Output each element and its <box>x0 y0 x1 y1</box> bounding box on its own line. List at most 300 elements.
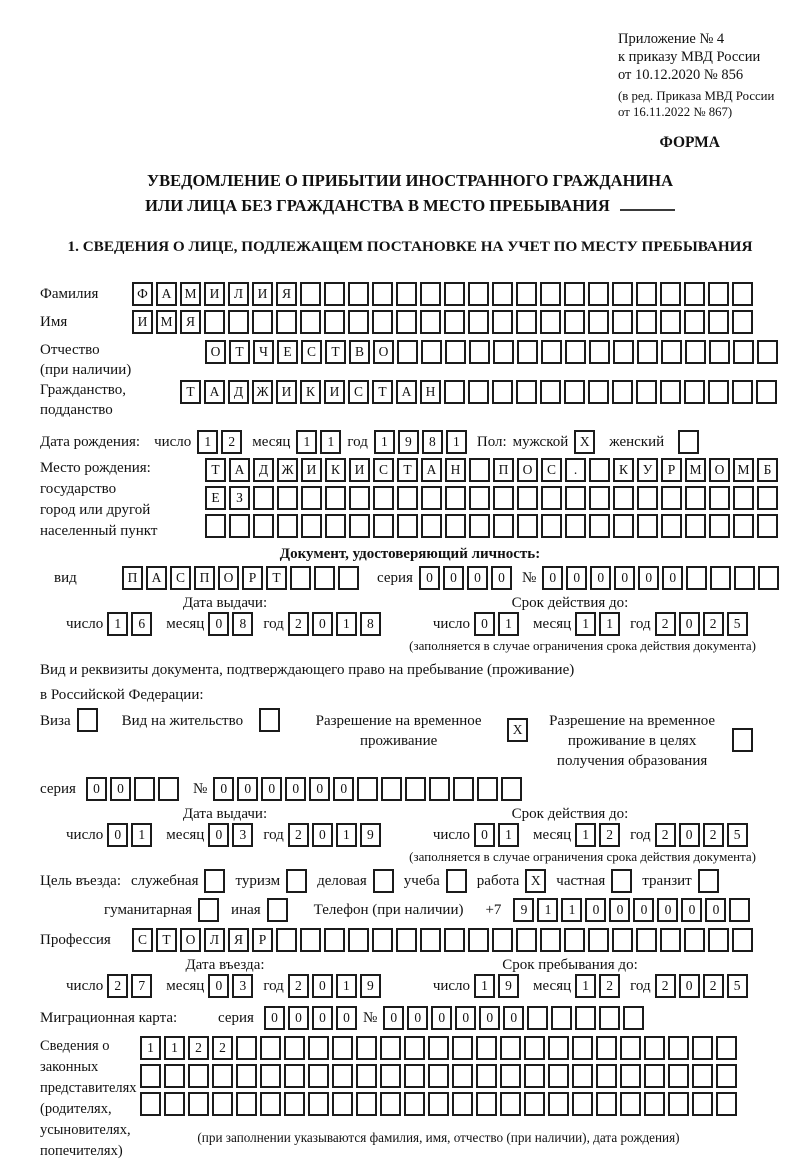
char-box[interactable]: 0 <box>333 777 354 801</box>
char-box[interactable] <box>612 380 633 404</box>
purpose-transit-checkbox[interactable] <box>698 869 719 893</box>
char-box[interactable]: 2 <box>655 612 676 636</box>
char-box[interactable]: З <box>229 486 250 510</box>
char-box[interactable] <box>757 514 778 538</box>
char-box[interactable] <box>540 310 561 334</box>
char-box[interactable]: О <box>517 458 538 482</box>
char-box[interactable] <box>372 310 393 334</box>
char-box[interactable] <box>637 514 658 538</box>
char-box[interactable]: 0 <box>491 566 512 590</box>
char-box[interactable] <box>599 1006 620 1030</box>
char-box[interactable]: 8 <box>360 612 381 636</box>
char-box[interactable] <box>588 310 609 334</box>
char-box[interactable] <box>140 1064 161 1088</box>
char-box[interactable]: Т <box>266 566 287 590</box>
char-box[interactable] <box>260 1092 281 1116</box>
char-box[interactable]: 2 <box>703 823 724 847</box>
char-box[interactable] <box>716 1092 737 1116</box>
char-box[interactable]: К <box>300 380 321 404</box>
temp-residence-education-checkbox[interactable] <box>732 728 753 752</box>
char-box[interactable] <box>301 514 322 538</box>
char-box[interactable] <box>636 282 657 306</box>
char-box[interactable]: 5 <box>727 974 748 998</box>
char-box[interactable]: Р <box>252 928 273 952</box>
char-box[interactable] <box>644 1092 665 1116</box>
char-box[interactable] <box>644 1036 665 1060</box>
char-box[interactable] <box>134 777 155 801</box>
char-box[interactable]: 0 <box>336 1006 357 1030</box>
char-box[interactable] <box>404 1036 425 1060</box>
char-box[interactable] <box>357 777 378 801</box>
char-box[interactable] <box>709 340 730 364</box>
char-box[interactable]: 2 <box>288 974 309 998</box>
char-box[interactable] <box>548 1036 569 1060</box>
char-box[interactable] <box>516 928 537 952</box>
char-box[interactable]: . <box>565 458 586 482</box>
char-box[interactable] <box>444 380 465 404</box>
char-box[interactable]: 0 <box>288 1006 309 1030</box>
char-box[interactable]: 0 <box>614 566 635 590</box>
char-box[interactable] <box>324 310 345 334</box>
char-box[interactable]: И <box>252 282 273 306</box>
char-box[interactable] <box>732 380 753 404</box>
char-box[interactable]: 2 <box>655 974 676 998</box>
char-box[interactable]: 2 <box>599 823 620 847</box>
char-box[interactable]: 1 <box>296 430 317 454</box>
char-box[interactable] <box>212 1092 233 1116</box>
char-box[interactable] <box>452 1064 473 1088</box>
char-box[interactable]: 0 <box>681 898 702 922</box>
char-box[interactable]: 1 <box>498 823 519 847</box>
char-box[interactable]: И <box>324 380 345 404</box>
char-box[interactable] <box>396 310 417 334</box>
char-box[interactable] <box>734 566 755 590</box>
char-box[interactable] <box>492 310 513 334</box>
char-box[interactable] <box>445 514 466 538</box>
char-box[interactable] <box>421 486 442 510</box>
char-box[interactable] <box>492 282 513 306</box>
char-box[interactable]: 0 <box>633 898 654 922</box>
char-box[interactable] <box>188 1092 209 1116</box>
char-box[interactable]: 1 <box>561 898 582 922</box>
char-box[interactable] <box>517 340 538 364</box>
char-box[interactable] <box>620 1036 641 1060</box>
char-box[interactable] <box>660 380 681 404</box>
char-box[interactable] <box>228 310 249 334</box>
char-box[interactable]: П <box>493 458 514 482</box>
char-box[interactable] <box>732 282 753 306</box>
char-box[interactable]: 0 <box>542 566 563 590</box>
char-box[interactable]: 8 <box>232 612 253 636</box>
char-box[interactable] <box>260 1036 281 1060</box>
char-box[interactable] <box>468 928 489 952</box>
char-box[interactable]: 8 <box>422 430 443 454</box>
char-box[interactable]: Т <box>372 380 393 404</box>
char-box[interactable] <box>620 1092 641 1116</box>
char-box[interactable] <box>284 1064 305 1088</box>
char-box[interactable] <box>684 310 705 334</box>
char-box[interactable] <box>613 486 634 510</box>
char-box[interactable] <box>205 514 226 538</box>
purpose-official-checkbox[interactable] <box>204 869 225 893</box>
char-box[interactable]: О <box>205 340 226 364</box>
char-box[interactable]: Д <box>228 380 249 404</box>
char-box[interactable]: 0 <box>86 777 107 801</box>
char-box[interactable]: 1 <box>131 823 152 847</box>
char-box[interactable] <box>404 1092 425 1116</box>
char-box[interactable] <box>421 514 442 538</box>
char-box[interactable] <box>524 1064 545 1088</box>
char-box[interactable]: 0 <box>261 777 282 801</box>
char-box[interactable] <box>660 928 681 952</box>
char-box[interactable]: С <box>348 380 369 404</box>
char-box[interactable]: Б <box>757 458 778 482</box>
char-box[interactable] <box>684 282 705 306</box>
char-box[interactable] <box>733 514 754 538</box>
char-box[interactable] <box>540 380 561 404</box>
char-box[interactable] <box>420 310 441 334</box>
char-box[interactable] <box>709 514 730 538</box>
char-box[interactable] <box>158 777 179 801</box>
char-box[interactable] <box>644 1064 665 1088</box>
char-box[interactable] <box>397 486 418 510</box>
char-box[interactable] <box>588 928 609 952</box>
char-box[interactable] <box>596 1092 617 1116</box>
char-box[interactable] <box>589 514 610 538</box>
char-box[interactable] <box>517 486 538 510</box>
char-box[interactable] <box>493 514 514 538</box>
char-box[interactable]: 0 <box>662 566 683 590</box>
char-box[interactable] <box>517 514 538 538</box>
char-box[interactable]: 0 <box>383 1006 404 1030</box>
char-box[interactable] <box>492 380 513 404</box>
char-box[interactable]: 1 <box>599 612 620 636</box>
char-box[interactable] <box>589 458 610 482</box>
char-box[interactable]: 0 <box>590 566 611 590</box>
char-box[interactable] <box>500 1064 521 1088</box>
char-box[interactable] <box>684 928 705 952</box>
char-box[interactable]: Н <box>445 458 466 482</box>
char-box[interactable]: 1 <box>140 1036 161 1060</box>
char-box[interactable] <box>660 310 681 334</box>
char-box[interactable] <box>444 310 465 334</box>
char-box[interactable] <box>685 486 706 510</box>
char-box[interactable] <box>429 777 450 801</box>
char-box[interactable] <box>493 340 514 364</box>
char-box[interactable] <box>314 566 335 590</box>
char-box[interactable]: П <box>194 566 215 590</box>
char-box[interactable]: Т <box>156 928 177 952</box>
char-box[interactable] <box>733 340 754 364</box>
char-box[interactable]: 2 <box>107 974 128 998</box>
char-box[interactable] <box>540 282 561 306</box>
char-box[interactable] <box>381 777 402 801</box>
char-box[interactable]: 9 <box>498 974 519 998</box>
char-box[interactable]: А <box>156 282 177 306</box>
char-box[interactable] <box>428 1064 449 1088</box>
char-box[interactable] <box>164 1092 185 1116</box>
char-box[interactable] <box>308 1064 329 1088</box>
char-box[interactable] <box>732 310 753 334</box>
char-box[interactable]: М <box>156 310 177 334</box>
char-box[interactable]: 2 <box>703 974 724 998</box>
char-box[interactable] <box>284 1036 305 1060</box>
char-box[interactable]: 1 <box>107 612 128 636</box>
char-box[interactable] <box>516 310 537 334</box>
char-box[interactable] <box>527 1006 548 1030</box>
char-box[interactable] <box>493 486 514 510</box>
char-box[interactable] <box>668 1092 689 1116</box>
char-box[interactable]: 0 <box>431 1006 452 1030</box>
char-box[interactable] <box>373 486 394 510</box>
char-box[interactable] <box>716 1064 737 1088</box>
char-box[interactable] <box>588 282 609 306</box>
char-box[interactable]: 1 <box>575 823 596 847</box>
char-box[interactable]: 0 <box>679 612 700 636</box>
char-box[interactable] <box>164 1064 185 1088</box>
char-box[interactable] <box>300 928 321 952</box>
char-box[interactable] <box>516 380 537 404</box>
char-box[interactable]: 2 <box>221 430 242 454</box>
char-box[interactable]: 1 <box>374 430 395 454</box>
char-box[interactable] <box>572 1064 593 1088</box>
char-box[interactable]: 2 <box>288 823 309 847</box>
char-box[interactable] <box>708 310 729 334</box>
char-box[interactable]: 1 <box>474 974 495 998</box>
char-box[interactable]: И <box>132 310 153 334</box>
char-box[interactable] <box>501 777 522 801</box>
char-box[interactable] <box>324 928 345 952</box>
char-box[interactable] <box>661 514 682 538</box>
char-box[interactable]: 0 <box>208 823 229 847</box>
char-box[interactable]: 1 <box>336 974 357 998</box>
char-box[interactable] <box>685 340 706 364</box>
char-box[interactable]: 0 <box>585 898 606 922</box>
char-box[interactable]: 9 <box>513 898 534 922</box>
char-box[interactable]: 0 <box>309 777 330 801</box>
char-box[interactable] <box>229 514 250 538</box>
char-box[interactable]: Т <box>205 458 226 482</box>
purpose-other-checkbox[interactable] <box>267 898 288 922</box>
gender-male-checkbox[interactable]: X <box>574 430 595 454</box>
char-box[interactable]: 0 <box>566 566 587 590</box>
char-box[interactable]: 0 <box>208 974 229 998</box>
char-box[interactable]: В <box>349 340 370 364</box>
char-box[interactable] <box>356 1064 377 1088</box>
char-box[interactable]: 0 <box>208 612 229 636</box>
char-box[interactable]: У <box>637 458 658 482</box>
char-box[interactable] <box>421 340 442 364</box>
char-box[interactable]: К <box>325 458 346 482</box>
char-box[interactable] <box>636 928 657 952</box>
char-box[interactable] <box>444 282 465 306</box>
char-box[interactable] <box>308 1036 329 1060</box>
char-box[interactable]: 5 <box>727 612 748 636</box>
char-box[interactable] <box>397 514 418 538</box>
char-box[interactable] <box>373 514 394 538</box>
char-box[interactable] <box>565 514 586 538</box>
char-box[interactable]: С <box>170 566 191 590</box>
char-box[interactable] <box>589 486 610 510</box>
char-box[interactable] <box>405 777 426 801</box>
char-box[interactable] <box>757 340 778 364</box>
char-box[interactable] <box>349 486 370 510</box>
char-box[interactable] <box>476 1092 497 1116</box>
char-box[interactable]: 1 <box>336 612 357 636</box>
char-box[interactable] <box>212 1064 233 1088</box>
char-box[interactable]: 0 <box>312 974 333 998</box>
char-box[interactable] <box>204 310 225 334</box>
char-box[interactable] <box>468 282 489 306</box>
char-box[interactable] <box>733 486 754 510</box>
char-box[interactable] <box>692 1092 713 1116</box>
char-box[interactable] <box>613 514 634 538</box>
char-box[interactable] <box>660 282 681 306</box>
char-box[interactable] <box>551 1006 572 1030</box>
char-box[interactable]: 2 <box>188 1036 209 1060</box>
char-box[interactable] <box>668 1064 689 1088</box>
char-box[interactable] <box>540 928 561 952</box>
char-box[interactable] <box>404 1064 425 1088</box>
char-box[interactable]: Ж <box>252 380 273 404</box>
char-box[interactable] <box>612 928 633 952</box>
char-box[interactable] <box>372 282 393 306</box>
char-box[interactable] <box>300 282 321 306</box>
char-box[interactable] <box>396 928 417 952</box>
char-box[interactable]: 0 <box>679 974 700 998</box>
char-box[interactable]: Ч <box>253 340 274 364</box>
char-box[interactable] <box>541 514 562 538</box>
char-box[interactable] <box>668 1036 689 1060</box>
char-box[interactable] <box>492 928 513 952</box>
char-box[interactable]: 0 <box>312 1006 333 1030</box>
char-box[interactable]: 0 <box>679 823 700 847</box>
char-box[interactable]: 1 <box>537 898 558 922</box>
char-box[interactable] <box>708 282 729 306</box>
char-box[interactable]: 2 <box>599 974 620 998</box>
char-box[interactable] <box>348 928 369 952</box>
char-box[interactable] <box>524 1092 545 1116</box>
char-box[interactable] <box>637 340 658 364</box>
char-box[interactable]: 0 <box>237 777 258 801</box>
char-box[interactable] <box>380 1064 401 1088</box>
char-box[interactable] <box>468 310 489 334</box>
char-box[interactable]: 0 <box>312 612 333 636</box>
char-box[interactable] <box>637 486 658 510</box>
char-box[interactable] <box>623 1006 644 1030</box>
char-box[interactable] <box>469 458 490 482</box>
char-box[interactable]: М <box>180 282 201 306</box>
char-box[interactable]: 2 <box>288 612 309 636</box>
char-box[interactable] <box>661 486 682 510</box>
char-box[interactable]: О <box>709 458 730 482</box>
char-box[interactable] <box>564 282 585 306</box>
char-box[interactable]: А <box>229 458 250 482</box>
char-box[interactable]: 5 <box>727 823 748 847</box>
char-box[interactable] <box>685 514 706 538</box>
char-box[interactable]: С <box>132 928 153 952</box>
purpose-tourism-checkbox[interactable] <box>286 869 307 893</box>
char-box[interactable] <box>692 1064 713 1088</box>
char-box[interactable]: С <box>373 458 394 482</box>
char-box[interactable]: И <box>204 282 225 306</box>
char-box[interactable] <box>756 380 777 404</box>
char-box[interactable]: П <box>122 566 143 590</box>
char-box[interactable]: 0 <box>213 777 234 801</box>
char-box[interactable] <box>686 566 707 590</box>
char-box[interactable]: Ф <box>132 282 153 306</box>
char-box[interactable] <box>572 1092 593 1116</box>
char-box[interactable]: 1 <box>575 612 596 636</box>
char-box[interactable] <box>469 486 490 510</box>
char-box[interactable] <box>516 282 537 306</box>
char-box[interactable] <box>452 1036 473 1060</box>
char-box[interactable] <box>452 1092 473 1116</box>
char-box[interactable]: 0 <box>705 898 726 922</box>
char-box[interactable] <box>140 1092 161 1116</box>
char-box[interactable]: Т <box>397 458 418 482</box>
char-box[interactable] <box>716 1036 737 1060</box>
char-box[interactable] <box>612 310 633 334</box>
char-box[interactable] <box>564 928 585 952</box>
char-box[interactable]: М <box>685 458 706 482</box>
char-box[interactable] <box>372 928 393 952</box>
char-box[interactable] <box>420 282 441 306</box>
char-box[interactable]: 9 <box>360 974 381 998</box>
char-box[interactable] <box>290 566 311 590</box>
char-box[interactable] <box>732 928 753 952</box>
char-box[interactable] <box>325 486 346 510</box>
char-box[interactable]: 0 <box>609 898 630 922</box>
char-box[interactable] <box>380 1036 401 1060</box>
char-box[interactable] <box>348 310 369 334</box>
purpose-study-checkbox[interactable] <box>446 869 467 893</box>
char-box[interactable] <box>420 928 441 952</box>
char-box[interactable] <box>236 1092 257 1116</box>
char-box[interactable] <box>541 486 562 510</box>
char-box[interactable] <box>469 514 490 538</box>
char-box[interactable] <box>708 380 729 404</box>
char-box[interactable] <box>444 928 465 952</box>
char-box[interactable] <box>260 1064 281 1088</box>
char-box[interactable] <box>564 380 585 404</box>
char-box[interactable] <box>332 1036 353 1060</box>
char-box[interactable]: 1 <box>575 974 596 998</box>
char-box[interactable] <box>301 486 322 510</box>
char-box[interactable]: 0 <box>110 777 131 801</box>
char-box[interactable] <box>500 1092 521 1116</box>
char-box[interactable]: 1 <box>446 430 467 454</box>
char-box[interactable]: О <box>218 566 239 590</box>
purpose-business-checkbox[interactable] <box>373 869 394 893</box>
residence-permit-checkbox[interactable] <box>259 708 280 732</box>
char-box[interactable] <box>636 380 657 404</box>
char-box[interactable]: Д <box>253 458 274 482</box>
char-box[interactable] <box>277 514 298 538</box>
visa-checkbox[interactable] <box>77 708 98 732</box>
char-box[interactable] <box>541 340 562 364</box>
char-box[interactable]: А <box>421 458 442 482</box>
char-box[interactable] <box>397 340 418 364</box>
char-box[interactable]: Ж <box>277 458 298 482</box>
char-box[interactable]: И <box>349 458 370 482</box>
char-box[interactable] <box>524 1036 545 1060</box>
char-box[interactable] <box>453 777 474 801</box>
char-box[interactable] <box>620 1064 641 1088</box>
char-box[interactable]: Т <box>180 380 201 404</box>
char-box[interactable] <box>758 566 779 590</box>
char-box[interactable] <box>284 1092 305 1116</box>
